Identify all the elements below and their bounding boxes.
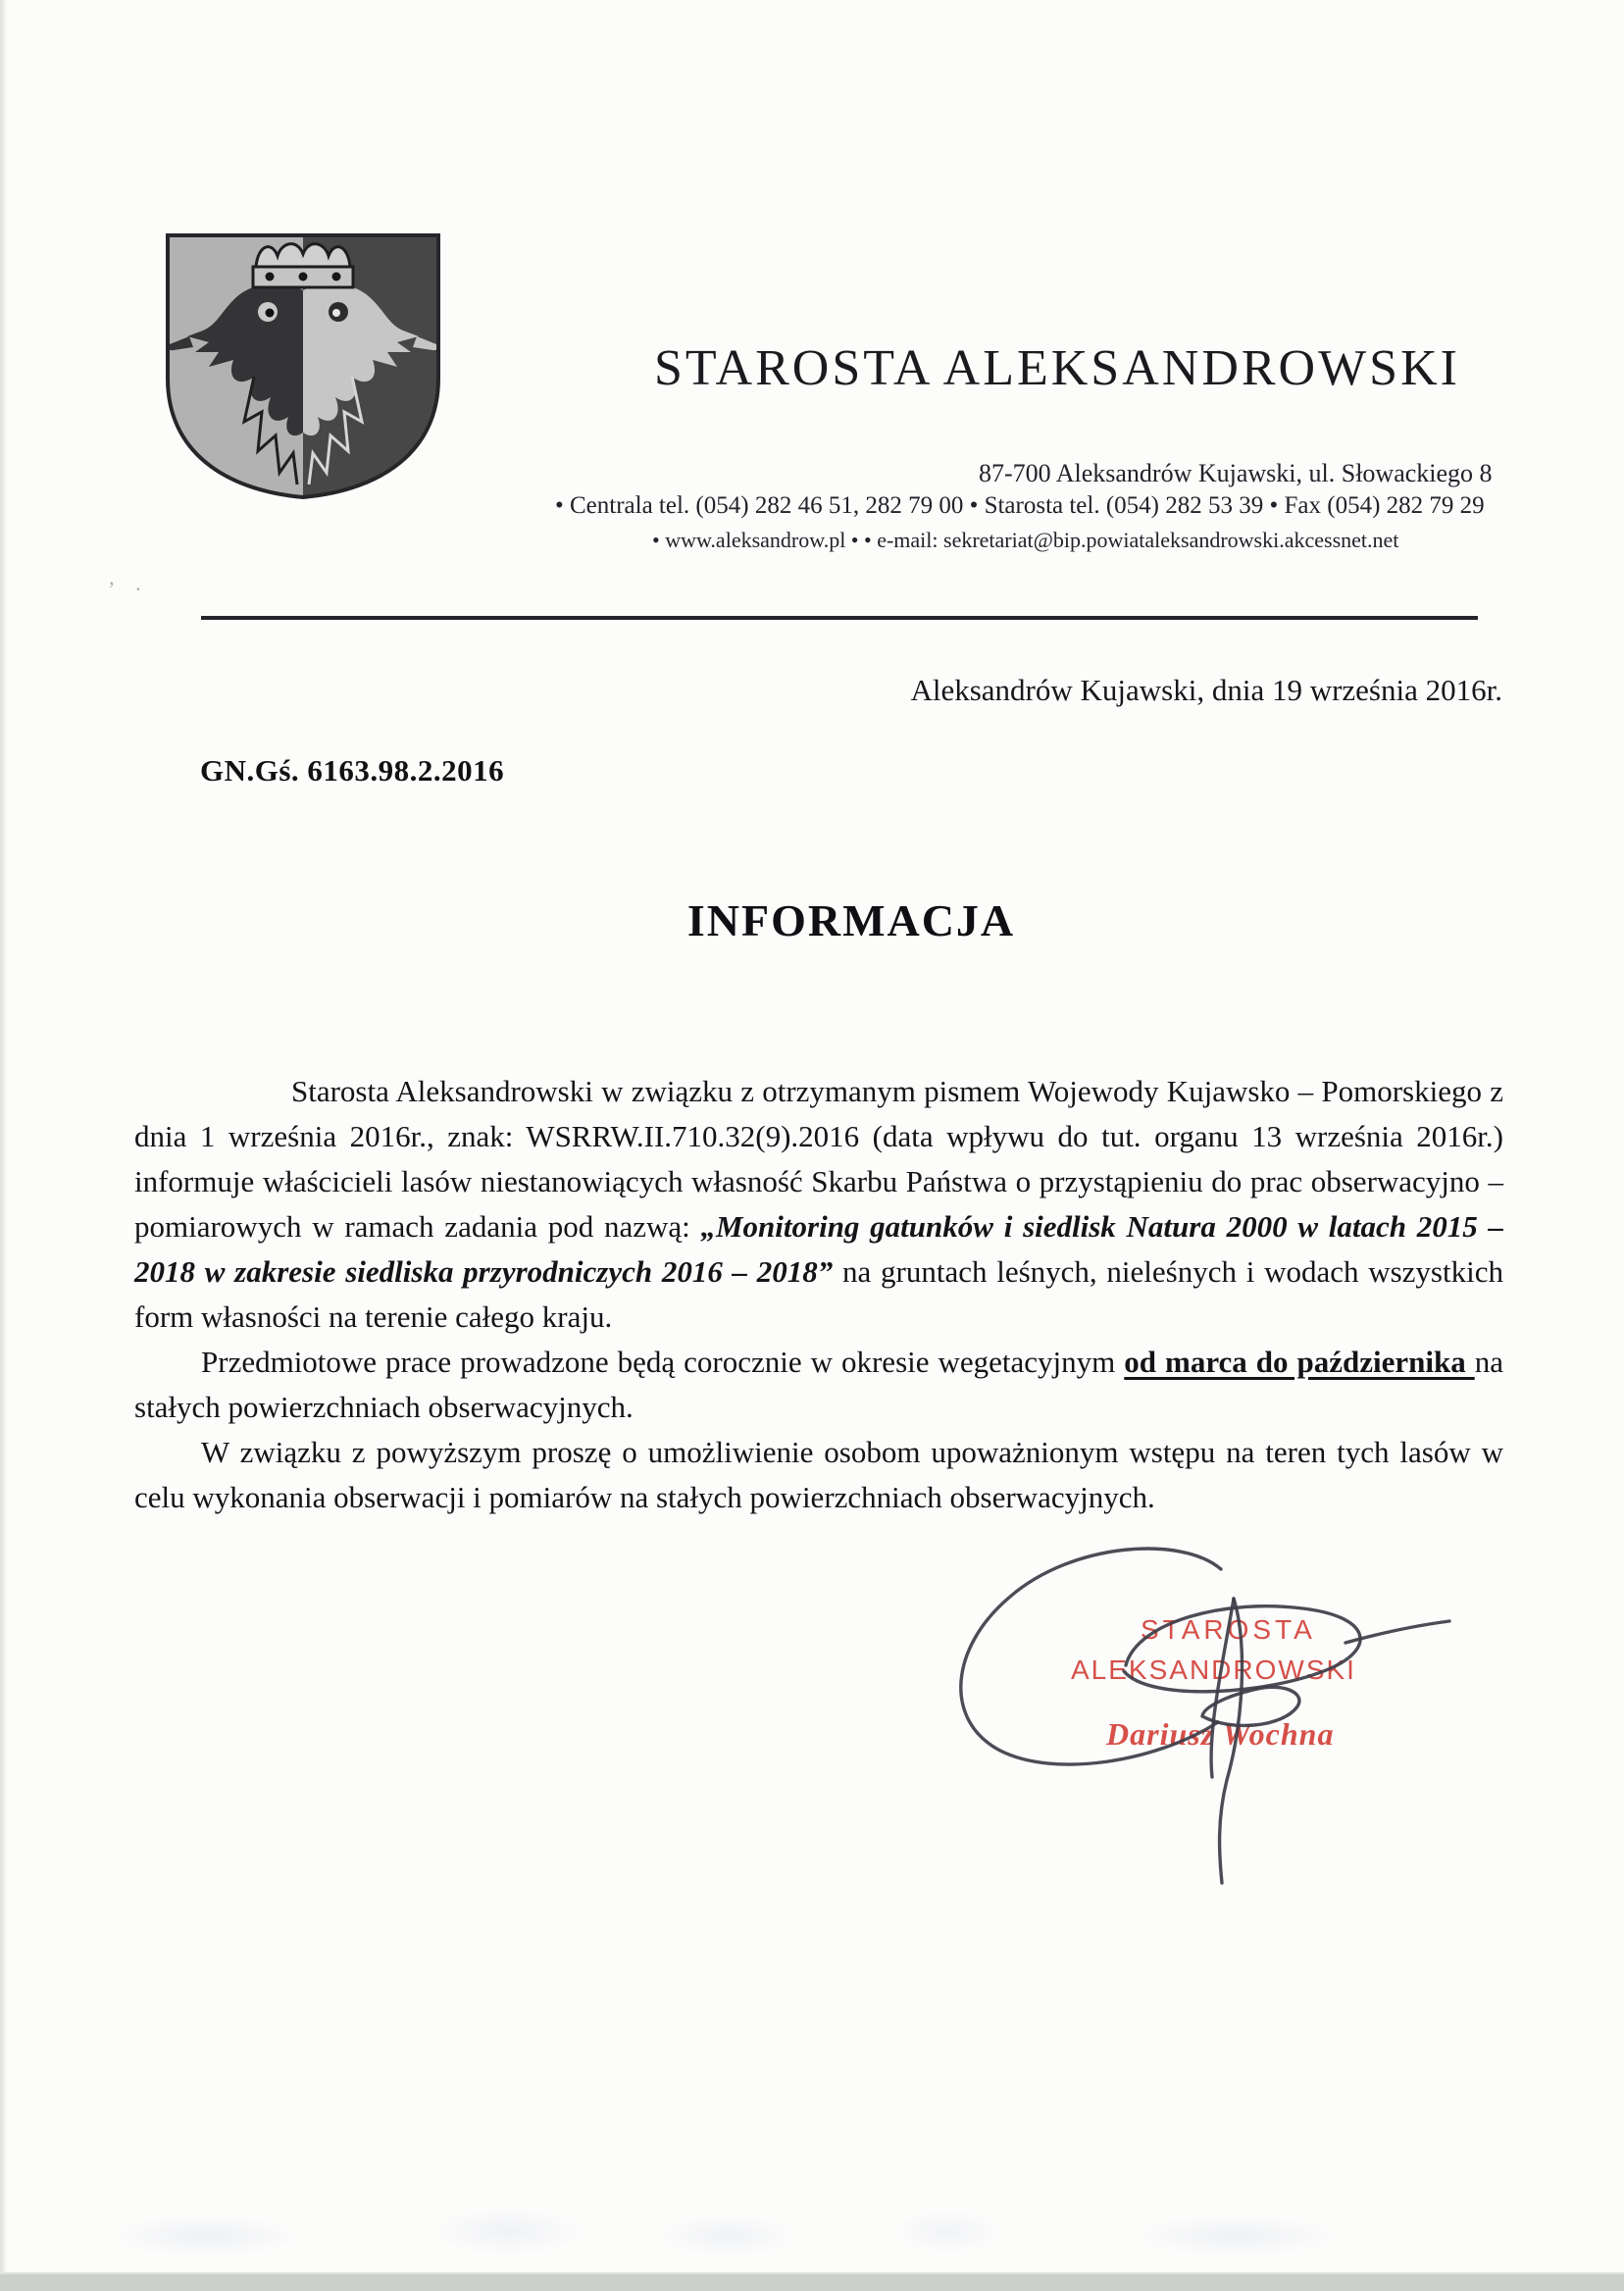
paragraph — [134, 1430, 1503, 1520]
signer-name-stamp: Dariusz Wochna — [1106, 1716, 1335, 1752]
organization-title: STAROSTA ALEKSANDROWSKI — [654, 340, 1460, 396]
stamp-title-line-2: ALEKSANDROWSKI — [1071, 1655, 1356, 1685]
document-heading: INFORMACJA — [686, 895, 1016, 945]
scan-bottom-edge — [0, 2272, 1624, 2291]
paragraph — [134, 1069, 1503, 1340]
header-divider — [201, 616, 1478, 620]
text-segment: Przedmiotowe prace prowadzone będą corocznie w okresie wegetacyjnym — [201, 1345, 1125, 1379]
text-segment: od marca do października — [1124, 1345, 1475, 1379]
paragraph — [134, 1340, 1503, 1430]
dateline: Aleksandrów Kujawski, dnia 19 września 2016r. — [910, 673, 1502, 707]
scan-stray-mark: ’ · — [108, 577, 150, 601]
letter-body — [134, 1069, 1503, 1520]
address-line-3: • www.aleksandrow.pl • • e-mail: sekretariat@bip.powiataleksandrowski.akcessnet.net — [652, 528, 1399, 552]
address-line-1: 87-700 Aleksandrów Kujawski, ul. Słowackiego 8 — [979, 459, 1493, 487]
text-segment: W związku z powyższym proszę o umożliwienie osobom upoważnionym wstępu na teren tych lasów w celu wykonania obserwacji i pomiarów na stałych powierzchniach obserwacyjnych. — [134, 1435, 1503, 1514]
signature-area — [902, 1520, 1491, 1903]
text-segment: na gruntach leśnych, nieleśnych i wodach wszystkich form własności na terenie całego kraju. — [134, 1254, 1503, 1334]
text-segment: „Monitoring gatunków i siedlisk Natura 2000 w latach 2015 – 2018 w zakresie siedliska przyrodniczych 2016 – 2018” — [134, 1209, 1503, 1289]
coat-of-arms-emblem — [160, 229, 446, 506]
handwritten-signature-ink — [902, 1520, 1491, 1903]
text-segment: na stałych powierzchniach obserwacyjnych. — [134, 1345, 1503, 1424]
scan-smudge — [69, 2183, 1442, 2271]
scan-left-edge — [0, 0, 7, 2291]
stamp-title-line-1: STAROSTA — [1141, 1614, 1316, 1645]
address-line-2: • Centrala tel. (054) 282 46 51, 282 79 00 • Starosta tel. (054) 282 53 39 • Fax (054) 282 79 29 — [555, 492, 1485, 519]
text-segment: Starosta Aleksandrowski w związku z otrzymanym pismem Wojewody Kujawsko – Pomorskiego z dnia 1 września 2016r., znak: WSRRW.II.710.32(9).2016 (data wpływu do tut. organu 13 września 2016r.) informuje właścicieli lasów niestanowiących własność Skarbu Państwa o przystąpieniu do prac obserwacyjno – pomiarowych w ramach zadania pod nazwą: — [134, 1074, 1503, 1244]
reference-number: GN.Gś. 6163.98.2.2016 — [200, 753, 505, 788]
